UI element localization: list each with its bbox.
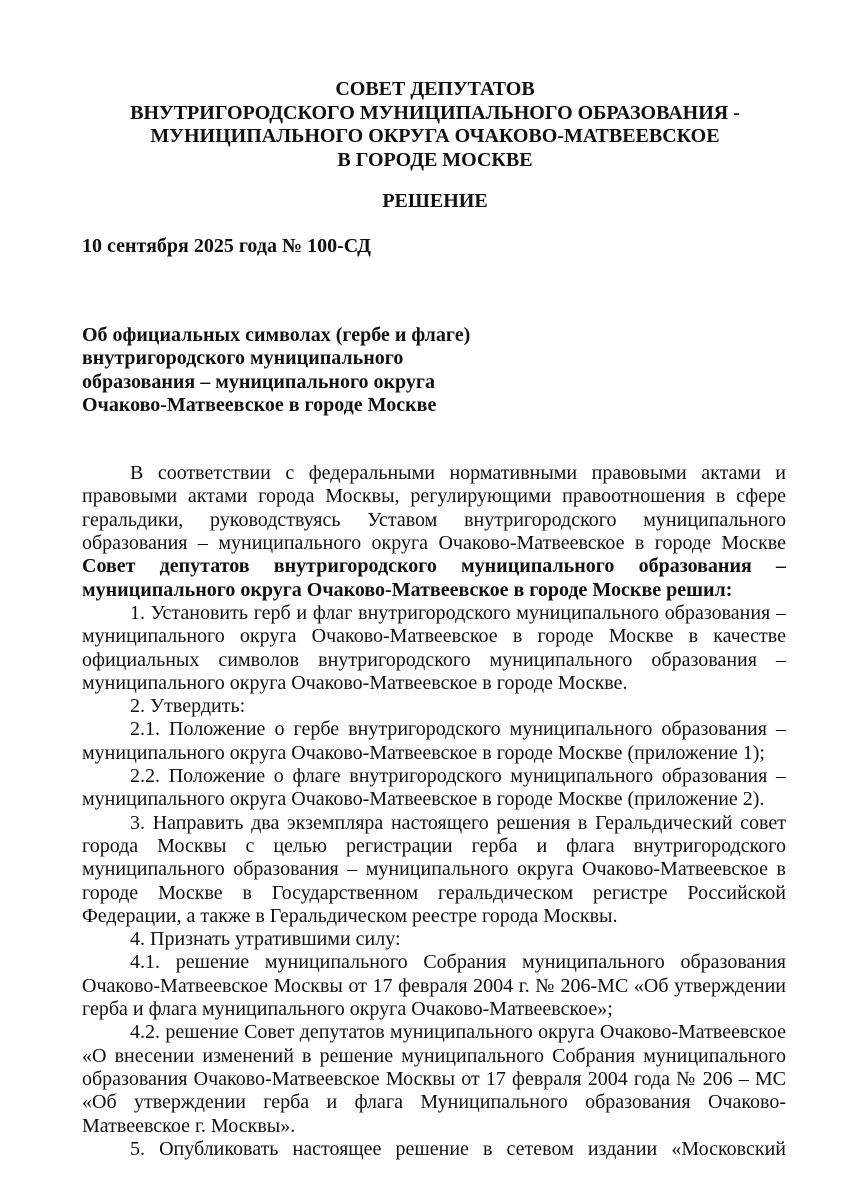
item-2-2: 2.2. Положение о флаге внутригородского муниципального образования – муниципального округа Очаково-Матвеевское в городе Москве (приложение 2). [82, 765, 786, 811]
header-line-2: ВНУТРИГОРОДСКОГО МУНИЦИПАЛЬНОГО ОБРАЗОВАНИЯ - [130, 101, 740, 124]
decision-heading: РЕШЕНИЕ [382, 190, 488, 212]
preamble-resolution: Совет депутатов внутригородского муниципального образования – муниципального округа Очаково-Матвеевское в городе Москве решил: [82, 555, 786, 601]
item-4-2: 4.2. решение Совет депутатов муниципального округа Очаково-Матвеевское «О внесении изменений в решение муниципального Собрания муниципального образования Очаково-Матвеевское Москвы от 17 февраля 2004 года № 206 – МС «Об утверждении герба и флага Муниципального образования Очаково-Матвеевское г. Москвы». [82, 1021, 786, 1137]
preamble-paragraph [82, 462, 786, 602]
subject-line-3: образования – муниципального округа [82, 370, 435, 393]
item-4-1: 4.1. решение муниципального Собрания муниципального образования Очаково-Матвеевское Москвы от 17 февраля 2004 г. № 206-МС «Об утверждении герба и флага муниципального округа Очаково-Матвеевское»; [82, 951, 786, 1021]
item-1: 1. Установить герб и флаг внутригородского муниципального образования – муниципального округа Очаково-Матвеевское в городе Москве в качестве официальных символов внутригородского муниципального образования – муниципального округа Очаково-Матвеевское в городе Москве. [82, 601, 786, 694]
item-2-1: 2.1. Положение о гербе внутригородского муниципального образования – муниципального округа Очаково-Матвеевское в городе Москве (приложение 1); [82, 718, 786, 764]
item-4: 4. Признать утратившими силу: [130, 928, 401, 951]
council-header [84, 78, 786, 172]
header-line-4: В ГОРОДЕ МОСКВЕ [337, 148, 533, 171]
item-2: 2. Утвердить: [130, 695, 246, 718]
document-page [82, 78, 786, 1161]
subject-line-2: внутригородского муниципального [82, 347, 404, 370]
subject-line-4: Очаково-Матвеевское в городе Москве [82, 393, 437, 416]
header-line-1: СОВЕТ ДЕПУТАТОВ [335, 78, 535, 100]
decision-subject [82, 324, 482, 417]
item-5: 5. Опубликовать настоящее решение в сетевом издании «Московский [130, 1137, 786, 1160]
decision-body [82, 462, 786, 1161]
header-line-3: МУНИЦИПАЛЬНОГО ОКРУГА ОЧАКОВО-МАТВЕЕВСКОЕ [150, 125, 720, 147]
decision-date-number: 10 сентября 2025 года № 100-СД [82, 235, 371, 257]
preamble-text: В соответствии с федеральными нормативными правовыми актами и правовыми актами города Москвы, регулирующими правоотношения в сфере геральдики, руководствуясь Уставом внутригородского муниципального образования – муниципального округа Очаково-Матвеевское в городе Москве [82, 462, 786, 555]
subject-line-1: Об официальных символах (гербе и флаге) [82, 324, 471, 346]
item-3: 3. Направить два экземпляра настоящего решения в Геральдический совет города Москвы с целью регистрации герба и флага внутригородского муниципального образования – муниципального округа Очаково-Матвеевское в городе Москве в Государственном геральдическом регистре Российской Федерации, а также в Геральдическом реестре города Москвы. [82, 811, 786, 927]
